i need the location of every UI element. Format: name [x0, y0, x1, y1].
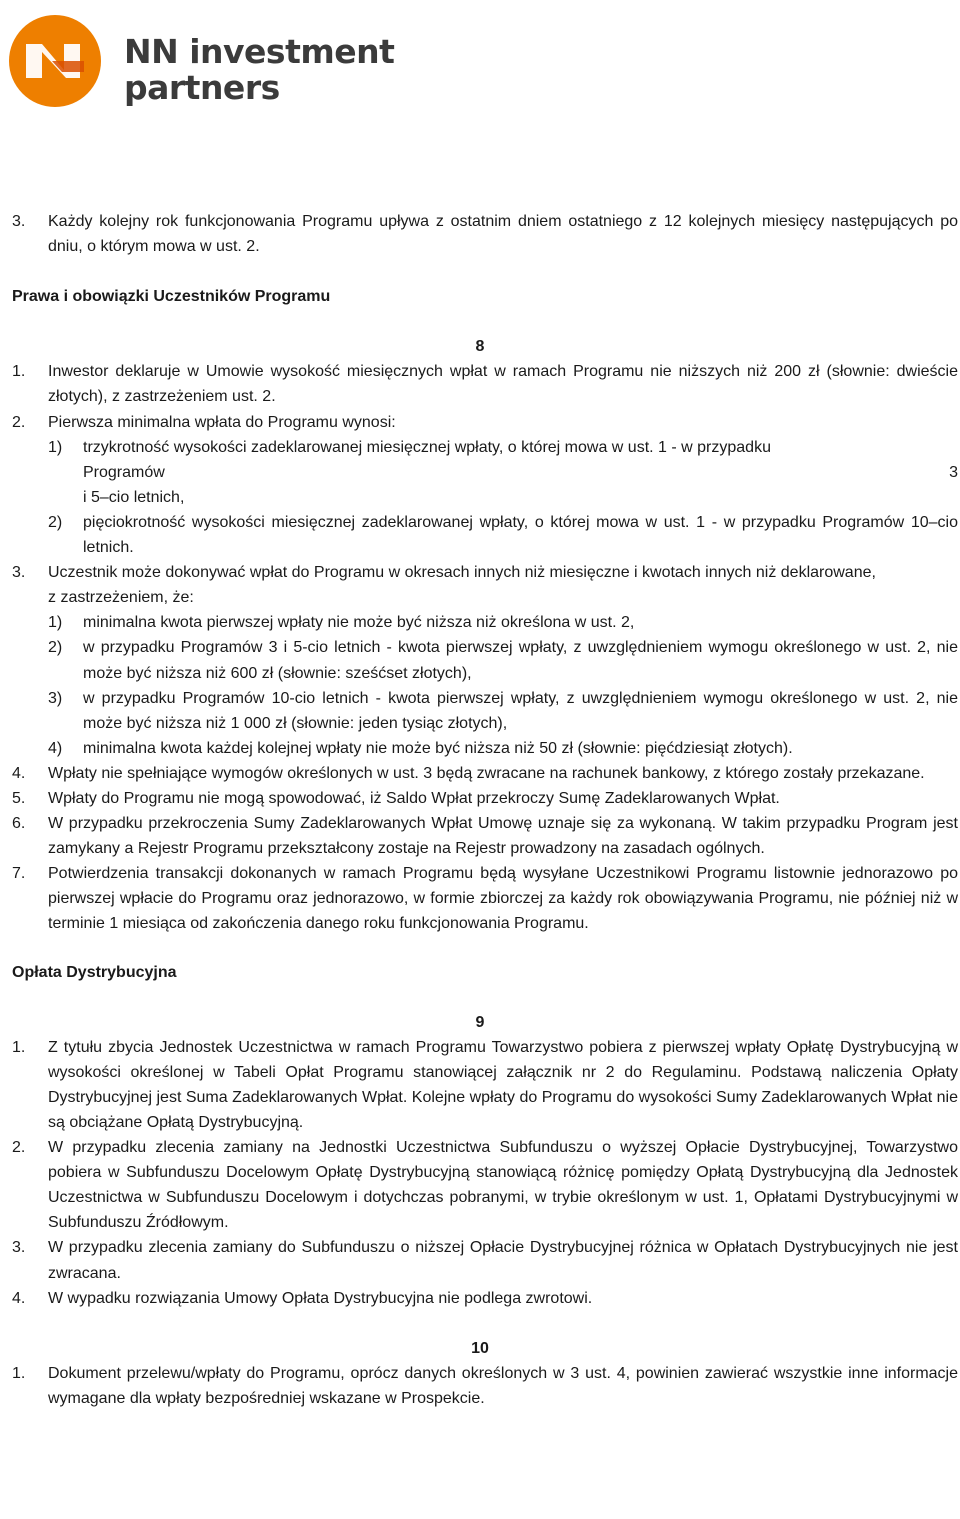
sub-item [12, 635, 958, 685]
item-text: Wpłaty do Programu nie mogą spowodować, iż Saldo Wpłat przekroczy Sumę Zadeklarowanych Wpłat. [48, 789, 780, 807]
item-number: 7. [12, 865, 26, 883]
sub-item-number: 1) [48, 614, 63, 632]
document-body [12, 209, 958, 1411]
sub-item-text: 3 [949, 463, 958, 481]
sub-item-number: 4) [48, 739, 63, 757]
item-number: 2. [12, 1139, 26, 1157]
item-number: 3. [12, 564, 26, 582]
list-item [12, 1286, 958, 1311]
item-number: 3. [12, 213, 26, 230]
item-text: Pierwsza minimalna wpłata do Programu wynosi: [48, 413, 396, 431]
sub-item-text: trzykrotność wysokości zadeklarowanej miesięcznej wpłaty, o której mowa w ust. 1 - w przypadku [83, 438, 771, 456]
item-number: 1. [12, 1364, 26, 1382]
sub-item-text: minimalna kwota pierwszej wpłaty nie może być niższa niż określona w ust. 2, [83, 614, 635, 632]
list-item [12, 209, 958, 259]
item-number: 6. [12, 815, 26, 833]
item-text: z zastrzeżeniem, że: [48, 589, 194, 607]
item-text: Inwestor deklaruje w Umowie wysokość miesięcznych wpłat w ramach Programu nie niższych niż 200 zł (słownie: dwieście złotych), z zastrzeżeniem ust. 2. [48, 363, 958, 406]
item-text: W przypadku przekroczenia Sumy Zadeklarowanych Wpłat Umowę uznaje się za wykonaną. W takim przypadku Program jest zamykany a Rejestr Programu przekształcony zostaje na Rejestr prowadzony na zasadach ogólnych. [48, 815, 958, 858]
brand-line-2: partners [124, 68, 280, 107]
sub-item [12, 736, 958, 761]
sub-item-text: i 5–cio letnich, [83, 488, 185, 506]
item-text: Wpłaty nie spełniające wymogów określonych w ust. 3 będą zwracane na rachunek bankowy, z którego zostały przekazane. [48, 764, 925, 782]
sub-item-text: Programów [83, 463, 165, 481]
brand-line-1: NN investment [124, 32, 395, 71]
item-text: W przypadku zlecenia zamiany na Jednostki Uczestnictwa Subfunduszu o wyższej Opłacie Dystrybucyjnej, Towarzystwo pobiera w Subfunduszu Docelowym Opłatę Dystrybucyjną stanowiącą różnicę pomiędzy Opłatą Dystrybucyjną dla Jednostek Uczestnictwa w Subfunduszu Docelowym i dotychczas pobranymi, w trybie określonym w ust. 1, Opłatami Dystrybucyjnymi w Subfunduszu Źródłowym. [48, 1139, 958, 1232]
list-item [12, 359, 958, 409]
section-heading-fee: Opłata Dystrybucyjna [12, 963, 177, 981]
item-text: Potwierdzenia transakcji dokonanych w ramach Programu będą wysyłane Uczestnikowi Programu listownie jednorazowo po pierwszej wpłacie do Programu oraz jednorazowo, w formie zbiorczej za każdy rok obowiązywania Programu, nie później niż w terminie 1 miesiąca od zakończenia danego roku funkcjonowania Programu. [48, 865, 958, 933]
sub-item-number: 2) [48, 513, 63, 531]
nn-logo [8, 14, 395, 110]
sub-item-number: 2) [48, 639, 63, 657]
item-number: 2. [12, 413, 26, 431]
sub-item-text: w przypadku Programów 3 i 5-cio letnich - kwota pierwszej wpłaty, z uwzględnieniem wymogu określonego w ust. 2, nie może być niższa niż 600 zł (słownie: sześćset złotych), [83, 639, 958, 682]
item-number: 1. [12, 363, 26, 381]
list-item [12, 861, 958, 936]
sub-item [12, 510, 958, 560]
nn-logo-mark-icon [8, 14, 104, 110]
sub-item [12, 686, 958, 736]
list-item [12, 1235, 958, 1285]
paragraph-sign-8: 8 [475, 338, 485, 356]
item-number: 1. [12, 1038, 26, 1056]
sub-item [12, 610, 958, 635]
item-number: 5. [12, 789, 26, 807]
item-text: Każdy kolejny rok funkcjonowania Programu upływa z ostatnim dniem ostatniego z 12 kolejnych miesięcy następujących po dniu, o którym mowa w ust. 2. [48, 213, 958, 256]
paragraph-sign-10: 10 [471, 1339, 489, 1357]
list-item [12, 410, 958, 435]
list-item [12, 560, 958, 610]
sub-item-number: 3) [48, 689, 63, 707]
list-item [12, 786, 958, 811]
sub-item [12, 435, 958, 510]
item-text: W wypadku rozwiązania Umowy Opłata Dystrybucyjna nie podlega zwrotowi. [48, 1289, 593, 1307]
list-item [12, 811, 958, 861]
item-number: 3. [12, 1239, 26, 1257]
paragraph-sign-9: 9 [475, 1013, 485, 1031]
list-item [12, 1361, 958, 1411]
list-item [12, 761, 958, 786]
item-number: 4. [12, 1289, 26, 1307]
item-number: 4. [12, 764, 26, 782]
list-item [12, 1035, 958, 1135]
section-heading-rights: Prawa i obowiązki Uczestników Programu [12, 288, 331, 306]
sub-item-text: w przypadku Programów 10-cio letnich - kwota pierwszej wpłaty, z uwzględnieniem wymogu określonego w ust. 2, nie może być niższa niż 1 000 zł (słownie: jeden tysiąc złotych), [83, 689, 958, 732]
item-text: Z tytułu zbycia Jednostek Uczestnictwa w ramach Programu Towarzystwo pobiera z pierwszej wpłaty Opłatę Dystrybucyjną w wysokości określonej w Tabeli Opłat Programu stanowiącej załącznik nr 2 do Regulaminu. Podstawą naliczenia Opłaty Dystrybucyjnej jest Suma Zadeklarowanych Wpłat. Kolejne wpłaty do Programu do wysokości Sumy Zadeklarowanych Wpłat nie są obciążane Opłatą Dystrybucyjną. [48, 1038, 958, 1131]
sub-item-number: 1) [48, 438, 63, 456]
sub-item-text: minimalna kwota każdej kolejnej wpłaty nie może być niższa niż 50 zł (słownie: pięćdziesiąt złotych). [83, 739, 793, 757]
sub-item-text: pięciokrotność wysokości miesięcznej zadeklarowanej wpłaty, o której mowa w ust. 1 - w przypadku Programów 10–cio letnich. [83, 513, 958, 557]
item-text: Uczestnik może dokonywać wpłat do Programu w okresach innych niż miesięczne i kwotach innych niż deklarowane, [48, 564, 876, 582]
item-text: W przypadku zlecenia zamiany do Subfunduszu o niższej Opłacie Dystrybucyjnej różnica w Opłatach Dystrybucyjnych nie jest zwracana. [48, 1239, 958, 1282]
list-item [12, 1135, 958, 1235]
item-text: Dokument przelewu/wpłaty do Programu, oprócz danych określonych w 3 ust. 4, powinien zawierać wszystkie inne informacje wymagane dla wpłaty bezpośredniej wskazane w Prospekcie. [48, 1364, 958, 1407]
